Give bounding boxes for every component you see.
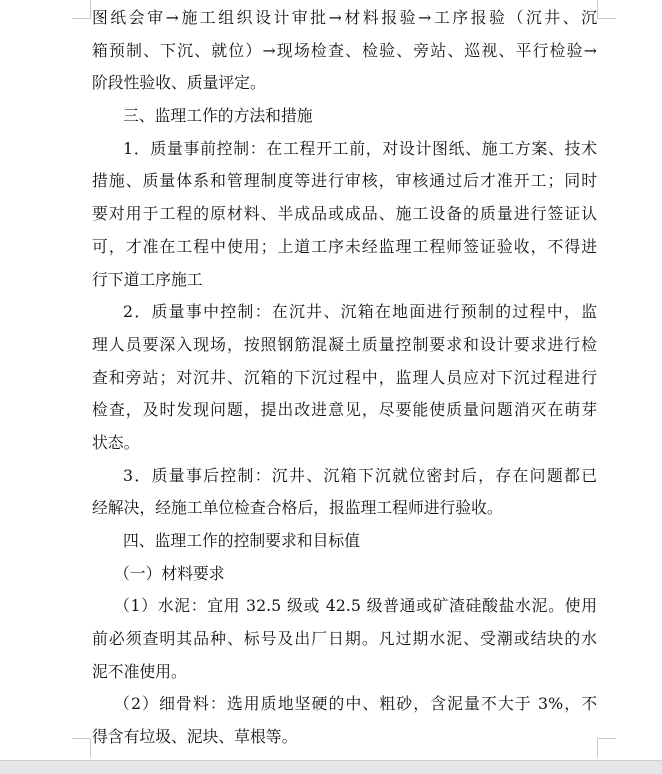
text-line: 要对用于工程的原材料、半成品或成品、施工设备的质量进行签证认 [92,204,597,224]
section-heading: 三、监理工作的方法和措施 [123,106,313,126]
text-line: 泥不准使用。 [92,661,187,681]
page-corner-mark-top-left [72,0,91,19]
text-line: 箱预制、下沉、就位）→现场检查、检验、旁站、巡视、平行检验→ [92,40,597,60]
text-line: 图纸会审→施工组织设计审批→材料报验→工序报验（沉井、沉 [92,8,597,27]
page-gap [0,760,662,774]
text-line: （2）细骨料：选用质地坚硬的中、粗砂，含泥量不大于 3%，不 [114,694,597,714]
text-line: 行下道工序施工 [92,269,203,289]
page-corner-mark-bottom-left [72,738,91,757]
text-line: 经解决，经施工单位检查合格后，报监理工程师进行验收。 [92,498,503,518]
subsection-heading: （一）材料要求 [114,563,225,583]
page-corner-mark-bottom-right [597,738,616,757]
text-line: 措施、质量体系和管理制度等进行审核，审核通过后才准开工；同时 [92,171,597,191]
text-line: 阶段性验收、质量评定。 [92,73,266,93]
text-line: 状态。 [92,432,140,452]
text-line: 查和旁站；对沉井、沉箱的下沉过程中，监理人员应对下沉过程进行 [92,367,597,387]
page-divider [0,760,662,761]
text-line: 理人员要深入现场，按照钢筋混凝土质量控制要求和设计要求进行检 [92,334,597,354]
text-line: 检查，及时发现问题，提出改进意见，尽要能使质量问题消灭在萌芽 [92,400,597,420]
text-line: 2．质量事中控制：在沉井、沉箱在地面进行预制的过程中，监 [123,302,597,322]
text-line: （1）水泥：宜用 32.5 级或 42.5 级普通或矿渣硅酸盐水泥。使用 [114,596,597,616]
text-line: 前必须查明其品种、标号及出厂日期。凡过期水泥、受潮或结块的水 [92,629,597,649]
text-line: 1．质量事前控制：在工程开工前，对设计图纸、施工方案、技术 [123,138,597,158]
text-line: 可，才准在工程中使用；上道工序未经监理工程师签证验收，不得进 [92,236,597,256]
text-line: 3．质量事后控制：沉井、沉箱下沉就位密封后，存在问题都已 [123,465,597,485]
section-heading: 四、监理工作的控制要求和目标值 [123,531,360,550]
page-corner-mark-top-right [597,0,616,19]
document-body [92,2,597,754]
text-line: 得含有垃圾、泥块、草根等。 [92,727,298,747]
